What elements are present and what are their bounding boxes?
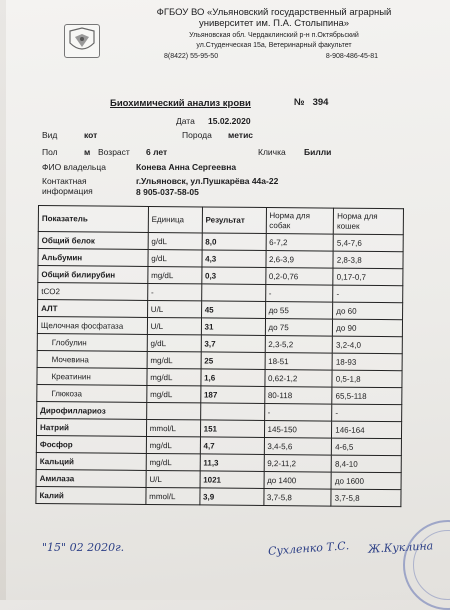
address-line1: Ульяновская обл. Чердаклинский р-н п.Октябрьский xyxy=(189,32,359,39)
norm-cat-cell: - xyxy=(333,285,403,303)
breed-value: метис xyxy=(228,130,254,140)
norm-dog-cell: 2,6-3,9 xyxy=(265,250,333,268)
norm-dog-cell: 3,4-5,6 xyxy=(264,437,332,455)
institution-name-line2: университет им. П.А. Столыпина» xyxy=(198,18,350,29)
unit-cell: g/dL xyxy=(148,249,202,266)
unit-cell: U/L xyxy=(147,300,201,317)
contact-label-2: информация xyxy=(42,186,93,196)
parameter-cell: Щелочная фосфатаза xyxy=(37,317,147,335)
signature-1: Сухленко Т.С. xyxy=(267,539,350,558)
contact-label-1: Контактная xyxy=(42,176,87,186)
parameter-cell: Глюкоза xyxy=(37,384,147,402)
result-cell xyxy=(201,284,265,302)
parameter-cell: Амилаза xyxy=(36,469,146,487)
norm-cat-cell: 0,17-0,7 xyxy=(333,268,403,286)
parameter-cell: Креатинин xyxy=(37,367,147,385)
result-cell: 151 xyxy=(200,420,264,438)
crest-icon xyxy=(65,25,99,57)
result-cell: 3,7 xyxy=(201,335,265,353)
species-label: Вид xyxy=(42,130,58,140)
date-label: Дата xyxy=(176,116,195,126)
result-cell: 0,3 xyxy=(201,267,265,285)
parameter-cell: Общий белок xyxy=(38,232,148,250)
norm-cat-cell: 5,4-7,6 xyxy=(333,234,403,252)
norm-dog-cell: 3,7-5,8 xyxy=(263,488,331,506)
result-cell: 3,9 xyxy=(200,488,264,506)
norm-dog-cell: 145-150 xyxy=(264,420,332,438)
norm-cat-cell: 146-164 xyxy=(332,421,402,439)
contact-phone: 8 905-037-58-05 xyxy=(136,187,199,197)
parameter-cell: Глобулин xyxy=(37,333,147,351)
nickname-value: Билли xyxy=(304,147,332,157)
norm-dog-cell: 2,3-5,2 xyxy=(265,335,333,353)
parameter-cell: Натрий xyxy=(36,418,146,436)
norm-dog-cell: - xyxy=(265,284,333,302)
phone-office: 8(8422) 55-95-50 xyxy=(164,53,219,60)
unit-cell xyxy=(146,402,200,419)
result-cell: 11,3 xyxy=(200,454,264,472)
header-parameter: Показатель xyxy=(38,206,148,233)
report-number xyxy=(294,97,328,108)
age-label: Возраст xyxy=(98,147,130,157)
unit-cell: - xyxy=(147,283,201,300)
header-unit: Единица xyxy=(148,206,202,232)
owner-value: Конева Анна Сергеевна xyxy=(136,162,237,172)
norm-dog-cell: до 55 xyxy=(265,301,333,319)
owner-label: ФИО владельца xyxy=(42,162,106,172)
document-sheet xyxy=(6,0,450,600)
result-cell: 31 xyxy=(201,318,265,336)
table-header-row xyxy=(38,206,403,235)
unit-cell: mg/dL xyxy=(146,436,200,453)
norm-cat-cell: 3,7-5,8 xyxy=(331,489,401,507)
phone-mobile: 8-908-486-45-81 xyxy=(325,53,378,60)
norm-cat-cell: 3,2-4,0 xyxy=(332,336,402,354)
norm-dog-cell: 9,2-11,2 xyxy=(264,454,332,472)
norm-dog-cell: 0,2-0,76 xyxy=(265,267,333,285)
norm-cat-cell: 8,4-10 xyxy=(331,455,401,473)
table-row xyxy=(36,486,401,506)
norm-dog-cell: 6-7,2 xyxy=(266,233,334,251)
norm-cat-cell: 65,5-118 xyxy=(332,387,402,405)
parameter-cell: Альбумин xyxy=(38,249,148,267)
parameter-cell: Дирофиллариоз xyxy=(37,401,147,419)
parameter-cell: Кальций xyxy=(36,452,146,470)
unit-cell: mmol/L xyxy=(146,487,200,504)
report-title: Биохимический анализ крови xyxy=(110,98,251,109)
header-norm-dogs: Норма для собак xyxy=(266,207,334,234)
phone-line xyxy=(114,51,434,62)
norm-dog-cell: 80-118 xyxy=(264,386,332,404)
norm-dog-cell: - xyxy=(264,403,332,421)
norm-dog-cell: до 1400 xyxy=(264,471,332,489)
official-stamp xyxy=(403,520,450,610)
norm-cat-cell: до 1600 xyxy=(331,472,401,490)
institution-header xyxy=(114,8,434,62)
parameter-cell: Калий xyxy=(36,486,146,504)
unit-cell: U/L xyxy=(147,317,201,334)
result-cell: 187 xyxy=(200,386,264,404)
parameter-cell: Мочевина xyxy=(37,350,147,368)
unit-cell: mg/dL xyxy=(147,368,201,385)
norm-cat-cell: 4-6,5 xyxy=(332,438,402,456)
norm-cat-cell: до 90 xyxy=(333,319,403,337)
result-cell: 25 xyxy=(201,352,265,370)
header-result: Результат xyxy=(202,207,266,234)
institution-name-line1: ФГБОУ ВО «Ульяновский государственный аграрный xyxy=(156,7,392,18)
result-cell: 8,0 xyxy=(202,233,266,251)
norm-cat-cell: - xyxy=(332,404,402,422)
unit-cell: U/L xyxy=(146,470,200,487)
contact-address: г.Ульяновск, ул.Пушкарёва 44а-22 xyxy=(136,176,279,186)
parameter-cell: АЛТ xyxy=(38,300,148,318)
university-logo xyxy=(64,24,100,58)
result-cell: 1021 xyxy=(200,471,264,489)
unit-cell: mg/dL xyxy=(148,266,202,283)
unit-cell: mmol/L xyxy=(146,419,200,436)
unit-cell: mg/dL xyxy=(147,351,201,368)
norm-cat-cell: 0,5-1,8 xyxy=(332,370,402,388)
report-number-value: 394 xyxy=(312,97,329,108)
address-line2: ул.Студенческая 15а, Ветеринарный факультет xyxy=(196,42,352,49)
unit-cell: mg/dL xyxy=(147,385,201,402)
handwritten-date: "15" 02 2020г. xyxy=(42,541,125,554)
norm-cat-cell: 2,8-3,8 xyxy=(333,251,403,269)
result-cell: 4,3 xyxy=(202,250,266,268)
norm-cat-cell: до 60 xyxy=(333,302,403,320)
results-table xyxy=(35,205,404,507)
species-value: кот xyxy=(84,130,98,140)
norm-dog-cell: до 75 xyxy=(265,318,333,336)
unit-cell: g/dL xyxy=(147,334,201,351)
result-cell xyxy=(200,403,264,421)
date-value: 15.02.2020 xyxy=(208,116,251,126)
norm-dog-cell: 0,62-1,2 xyxy=(264,369,332,387)
age-value: 6 лет xyxy=(146,147,168,157)
unit-cell: g/dL xyxy=(148,232,202,249)
parameter-cell: Общий билирубин xyxy=(38,266,148,284)
sex-label: Пол xyxy=(42,147,58,157)
sex-value: м xyxy=(84,147,91,157)
parameter-cell: Фосфор xyxy=(36,435,146,453)
nickname-label: Кличка xyxy=(258,147,286,157)
report-number-label: № xyxy=(294,97,305,108)
parameter-cell: tCO2 xyxy=(38,283,148,301)
result-cell: 1,6 xyxy=(201,369,265,387)
breed-label: Порода xyxy=(182,130,212,140)
result-cell: 45 xyxy=(201,301,265,319)
result-cell: 4,7 xyxy=(200,437,264,455)
unit-cell: mg/dL xyxy=(146,453,200,470)
norm-cat-cell: 18-93 xyxy=(332,353,402,371)
norm-dog-cell: 18-51 xyxy=(265,352,333,370)
header-norm-cats: Норма для кошек xyxy=(333,208,403,235)
signature-2: Ж.Куклина xyxy=(367,539,434,556)
